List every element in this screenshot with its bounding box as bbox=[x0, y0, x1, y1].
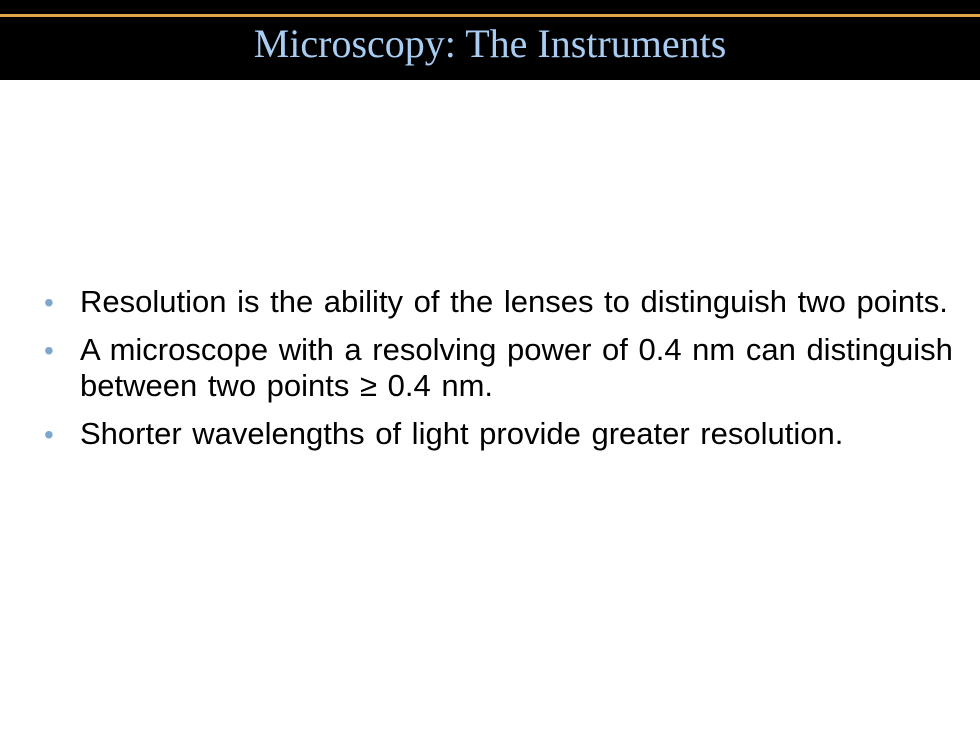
bullet-icon: • bbox=[44, 287, 54, 318]
bullet-item bbox=[44, 284, 954, 320]
bullet-icon: • bbox=[44, 419, 54, 450]
bullet-text: A microscope with a resolving power of 0.4 nm can distinguish between two points ≥ 0.4 nm. bbox=[80, 332, 953, 403]
title-bar bbox=[0, 0, 980, 80]
title-accent-rule bbox=[0, 14, 980, 17]
bullet-text: Resolution is the ability of the lenses to distinguish two points. bbox=[80, 284, 948, 319]
bullet-text: Shorter wavelengths of light provide greater resolution. bbox=[80, 416, 844, 451]
bullet-list bbox=[44, 284, 954, 464]
bullet-item bbox=[44, 332, 954, 404]
bullet-icon: • bbox=[44, 335, 54, 366]
slide-title: Microscopy: The Instruments bbox=[253, 21, 727, 66]
bullet-item bbox=[44, 416, 954, 452]
